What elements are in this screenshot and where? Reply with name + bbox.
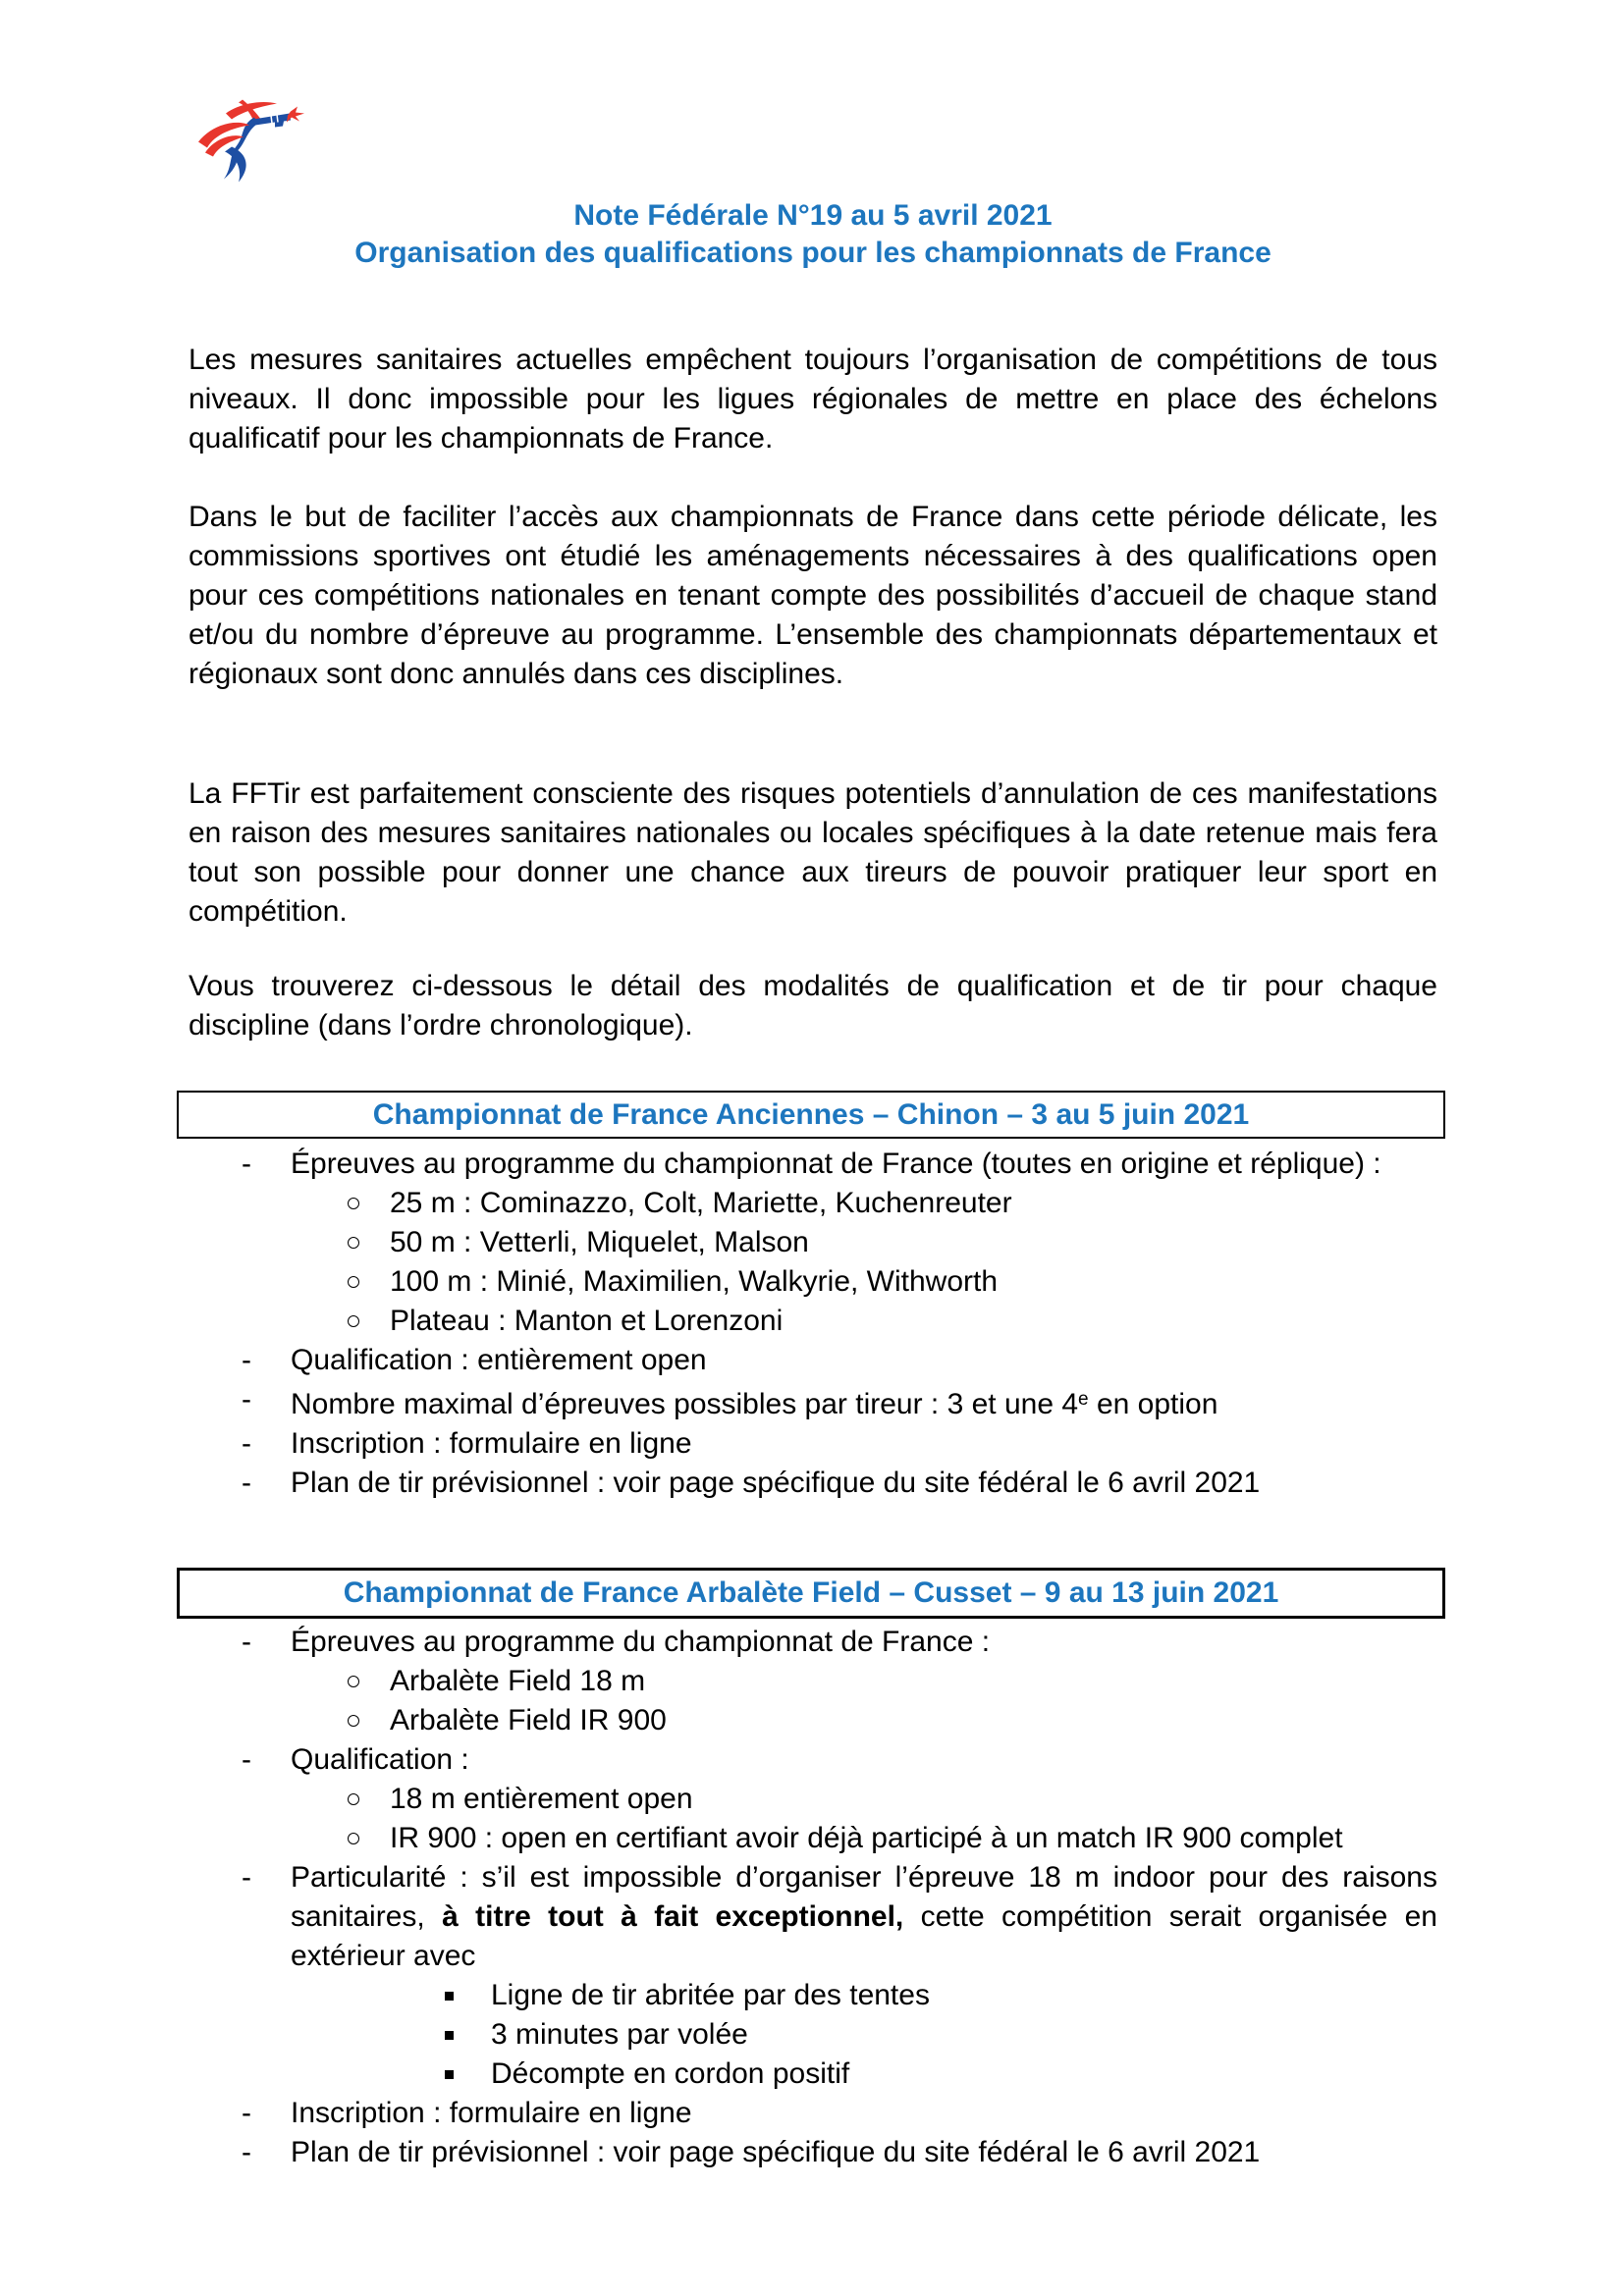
dash-bullet-icon: - [242, 1344, 251, 1376]
circle-bullet-icon [348, 1315, 359, 1327]
list-item-text: Qualification : entièrement open [291, 1344, 707, 1376]
section-header-box-arbalete-field [177, 1568, 1445, 1619]
list-item [189, 1184, 1437, 1223]
section-list-arbalete-field [189, 1623, 1437, 2172]
note-subtitle: Organisation des qualifications pour les championnats de France [354, 237, 1271, 269]
dash-bullet-icon: - [242, 1148, 251, 1180]
square-bullet-icon [445, 2070, 454, 2079]
circle-bullet-icon [348, 1237, 359, 1249]
list-item-text: 100 m : Minié, Maximilien, Walkyrie, Withworth [390, 1265, 999, 1298]
list-item [189, 1262, 1437, 1302]
circle-bullet-icon [348, 1793, 359, 1805]
circle-bullet-icon [348, 1276, 359, 1288]
list-item [189, 1662, 1437, 1701]
circle-bullet-icon [348, 1833, 359, 1844]
paragraph-sanitary-measures: Les mesures sanitaires actuelles empêchent toujours l’organisation de compétitions de tous niveaux. Il donc impossible pour les ligues régionales de mettre en place des échelons qualificatif pour les championnats de France. [189, 344, 1437, 454]
list-item-text: Ligne de tir abritée par des tentes [491, 1979, 930, 2011]
list-item [189, 1819, 1437, 1858]
list-item-text: 25 m : Cominazzo, Colt, Mariette, Kuchenreuter [390, 1187, 1012, 1219]
dash-bullet-icon: - [242, 2136, 251, 2168]
dash-bullet-icon: - [242, 1427, 251, 1460]
paragraph-fftir-awareness: La FFTir est parfaitement consciente des risques potentiels d’annulation de ces manifestations en raison des mesures sanitaires nationales ou locales spécifiques à la date retenue mais fera tout son possible pour donner une chance aux tireurs de pouvoir pratiquer leur sport en compétition. [189, 777, 1437, 928]
section-header-arbalete-field: Championnat de France Arbalète Field – Cusset – 9 au 13 juin 2021 [343, 1576, 1279, 1609]
list-item-text: Arbalète Field 18 m [390, 1665, 646, 1697]
list-item-text: 3 minutes par volée [491, 2018, 748, 2051]
dash-bullet-icon: - [242, 1861, 251, 1894]
dash-bullet-icon: - [242, 2097, 251, 2129]
list-item-text: Qualification : [291, 1743, 469, 1776]
square-bullet-icon [445, 2031, 454, 2040]
section-header-box-anciennes [177, 1091, 1445, 1139]
list-item-text: Épreuves au programme du championnat de France : [291, 1626, 991, 1658]
section-list-anciennes [189, 1145, 1437, 1503]
list-item-text: 18 m entièrement open [390, 1783, 693, 1815]
list-item [189, 1740, 1437, 1780]
fftir-rooster-logo-icon [189, 90, 316, 185]
list-item [189, 2094, 1437, 2133]
paragraph-open-qualifications: Dans le but de faciliter l’accès aux championnats de France dans cette période délicate, les commissions sportives ont étudié les aménagements nécessaires à des qualifications open pour ces compétitions nationales en tenant compte des possibilités d’accueil de chaque stand et/ou du nombre d’épreuve au programme. L’ensemble des championnats départementaux et régionaux sont donc annulés dans ces disciplines. [189, 501, 1437, 690]
list-item [189, 1780, 1437, 1819]
list-item-text: Plan de tir prévisionnel : voir page spécifique du site fédéral le 6 avril 2021 [291, 1467, 1261, 1499]
paragraph-details-below: Vous trouverez ci-dessous le détail des modalités de qualification et de tir pour chaque discipline (dans l’ordre chronologique). [189, 970, 1437, 1041]
list-item-text: IR 900 : open en certifiant avoir déjà participé à un match IR 900 complet [390, 1822, 1343, 1854]
list-item [189, 1223, 1437, 1262]
list-item [189, 1701, 1437, 1740]
list-item [189, 2133, 1437, 2172]
list-item-text: Plateau : Manton et Lorenzoni [390, 1305, 784, 1337]
list-item-text: Décompte en cordon positif [491, 2057, 850, 2090]
note-title: Note Fédérale N°19 au 5 avril 2021 [573, 199, 1053, 232]
circle-bullet-icon [348, 1715, 359, 1727]
square-bullet-icon [445, 1992, 454, 2001]
note-title-block [189, 197, 1437, 272]
list-item-text: 50 m : Vetterli, Miquelet, Malson [390, 1226, 809, 1258]
list-item-text: Arbalète Field IR 900 [390, 1704, 667, 1736]
list-item [189, 2015, 1437, 2055]
circle-bullet-icon [348, 1198, 359, 1209]
list-item [189, 1976, 1437, 2015]
list-item-text: Particularité : s’il est impossible d’organiser l’épreuve 18 m indoor pour des raisons sanitaires, à titre tout à fait exceptionnel, cette compétition serait organisée en extérieur avec [291, 1861, 1437, 1972]
list-item-text: Nombre maximal d’épreuves possibles par tireur : 3 et une 4e en option [291, 1388, 1218, 1420]
list-item-text: Plan de tir prévisionnel : voir page spécifique du site fédéral le 6 avril 2021 [291, 2136, 1261, 2168]
list-item-text: Inscription : formulaire en ligne [291, 1427, 692, 1460]
list-item [189, 1858, 1437, 1976]
dash-bullet-icon: - [242, 1743, 251, 1776]
list-item [189, 1145, 1437, 1184]
list-item [189, 1380, 1437, 1424]
list-item [189, 1302, 1437, 1341]
list-item [189, 1341, 1437, 1380]
section-header-anciennes: Championnat de France Anciennes – Chinon – 3 au 5 juin 2021 [372, 1097, 1250, 1131]
dash-bullet-icon: - [242, 1383, 251, 1415]
circle-bullet-icon [348, 1676, 359, 1687]
dash-bullet-icon: - [242, 1467, 251, 1499]
list-item-text: Inscription : formulaire en ligne [291, 2097, 692, 2129]
dash-bullet-icon: - [242, 1626, 251, 1658]
list-item-text: Épreuves au programme du championnat de France (toutes en origine et réplique) : [291, 1148, 1381, 1180]
list-item [189, 1464, 1437, 1503]
list-item [189, 2055, 1437, 2094]
list-item [189, 1623, 1437, 1662]
list-item [189, 1424, 1437, 1464]
